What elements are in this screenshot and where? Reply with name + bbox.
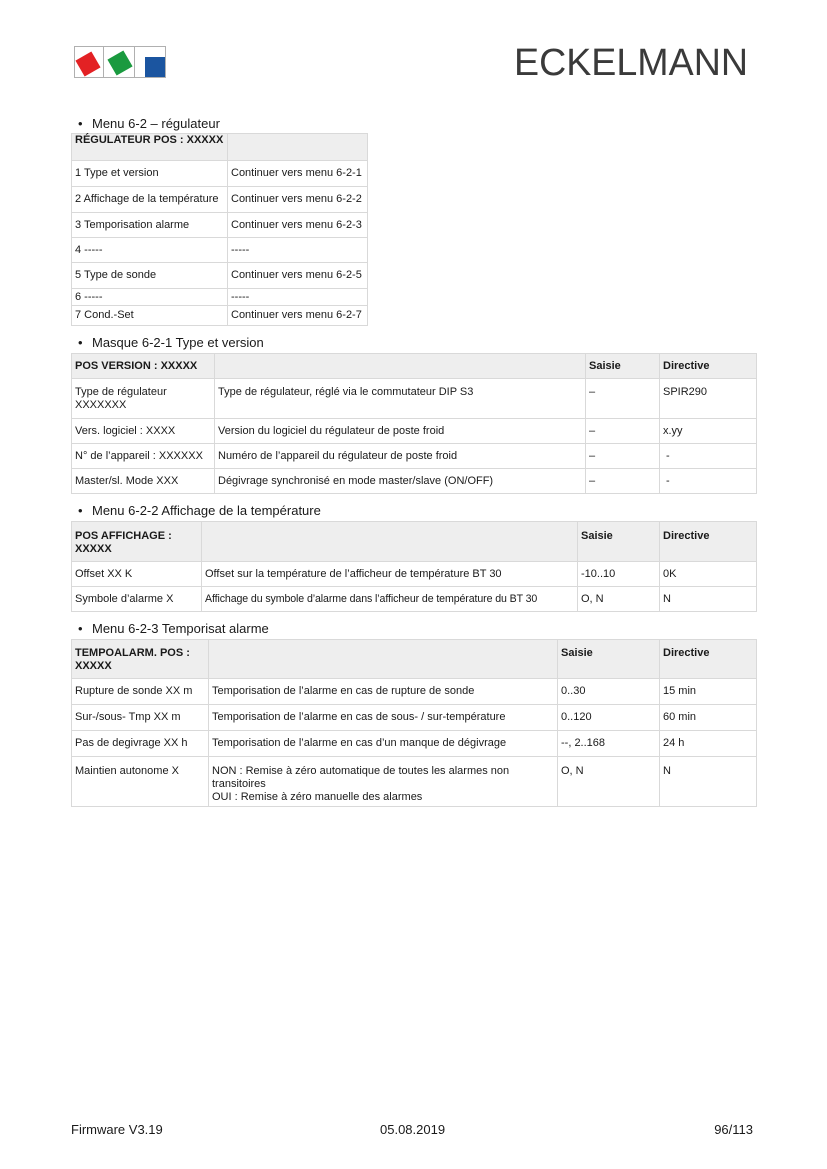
- table-header: Directive: [660, 522, 757, 562]
- table-row: N° de l’appareil : XXXXXX Numéro de l’appareil du régulateur de poste froid – -: [72, 444, 757, 469]
- table-row: 6 ----- -----: [72, 289, 368, 306]
- alarm-timer-table: [71, 639, 757, 807]
- table-row: Type de régulateur XXXXXXX Type de régulateur, réglé via le commutateur DIP S3 – SPIR290: [72, 379, 757, 419]
- table-row: Offset XX K Offset sur la température de l’afficheur de température BT 30 -10..10 0K: [72, 562, 757, 587]
- table-row: Maintien autonome X NON : Remise à zéro automatique de toutes les alarmes non transitoires OUI : Remise à zéro manuelle des alarmes O, N N: [72, 757, 757, 807]
- table-row: 5 Type de sonde Continuer vers menu 6-2-5: [72, 263, 368, 289]
- footer-date: 05.08.2019: [380, 1122, 446, 1137]
- table-row: 2 Affichage de la température Continuer vers menu 6-2-2: [72, 187, 368, 213]
- table-header: POS AFFICHAGE : XXXXX: [72, 522, 202, 562]
- table-row: Vers. logiciel : XXXX Version du logiciel du régulateur de poste froid – x.yy: [72, 419, 757, 444]
- brand-wordmark: [514, 44, 750, 80]
- table-header: Saisie: [578, 522, 660, 562]
- section-heading: • Menu 6-2-2 Affichage de la température: [78, 503, 321, 518]
- blue-square: [145, 57, 165, 77]
- table-header: Saisie: [558, 640, 660, 679]
- red-diamond: [74, 48, 104, 78]
- table-header: Directive: [660, 640, 757, 679]
- table-row: 3 Temporisation alarme Continuer vers menu 6-2-3: [72, 213, 368, 238]
- green-diamond: [104, 47, 136, 78]
- table-header: Saisie: [586, 354, 660, 379]
- table-header: [215, 354, 586, 379]
- display-table: [71, 521, 757, 612]
- section-heading: • Menu 6-2-3 Temporisat alarme: [78, 621, 269, 636]
- table-row: Rupture de sonde XX m Temporisation de l’alarme en cas de rupture de sonde 0..30 15 min: [72, 679, 757, 705]
- table-header: [228, 134, 368, 161]
- bullet: •: [78, 335, 83, 350]
- table-header: [209, 640, 558, 679]
- version-table: [71, 353, 757, 494]
- bullet: •: [78, 621, 83, 636]
- company-logo: [74, 46, 166, 78]
- footer-firmware: Firmware V3.19: [71, 1122, 163, 1137]
- table-header: RÉGULATEUR POS : XXXXX: [72, 134, 228, 161]
- table-header: [202, 522, 578, 562]
- table-header: POS VERSION : XXXXX: [72, 354, 215, 379]
- brand-name: ECKELMANN: [514, 44, 748, 80]
- section-heading: • Menu 6-2 – régulateur: [78, 116, 220, 131]
- table-row: Sur-/sous- Tmp XX m Temporisation de l’alarme en cas de sous- / sur-température 0..120 60 min: [72, 705, 757, 731]
- table-row: 4 ----- -----: [72, 238, 368, 263]
- bullet: •: [78, 116, 83, 131]
- regulator-menu-table: [71, 133, 368, 326]
- section-heading: • Masque 6-2-1 Type et version: [78, 335, 264, 350]
- table-header: TEMPOALARM. POS : XXXXX: [72, 640, 209, 679]
- table-row: Master/sl. Mode XXX Dégivrage synchronisé en mode master/slave (ON/OFF) – -: [72, 469, 757, 494]
- table-row: Pas de degivrage XX h Temporisation de l’alarme en cas d’un manque de dégivrage --, 2..168 24 h: [72, 731, 757, 757]
- table-header: Directive: [660, 354, 757, 379]
- table-row: 7 Cond.-Set Continuer vers menu 6-2-7: [72, 306, 368, 326]
- footer-page-number: 96/113: [714, 1122, 753, 1137]
- bullet: •: [78, 503, 83, 518]
- table-row: 1 Type et version Continuer vers menu 6-2-1: [72, 161, 368, 187]
- table-row: Symbole d’alarme X Affichage du symbole d’alarme dans l’afficheur de température du BT 30 O, N N: [72, 587, 757, 612]
